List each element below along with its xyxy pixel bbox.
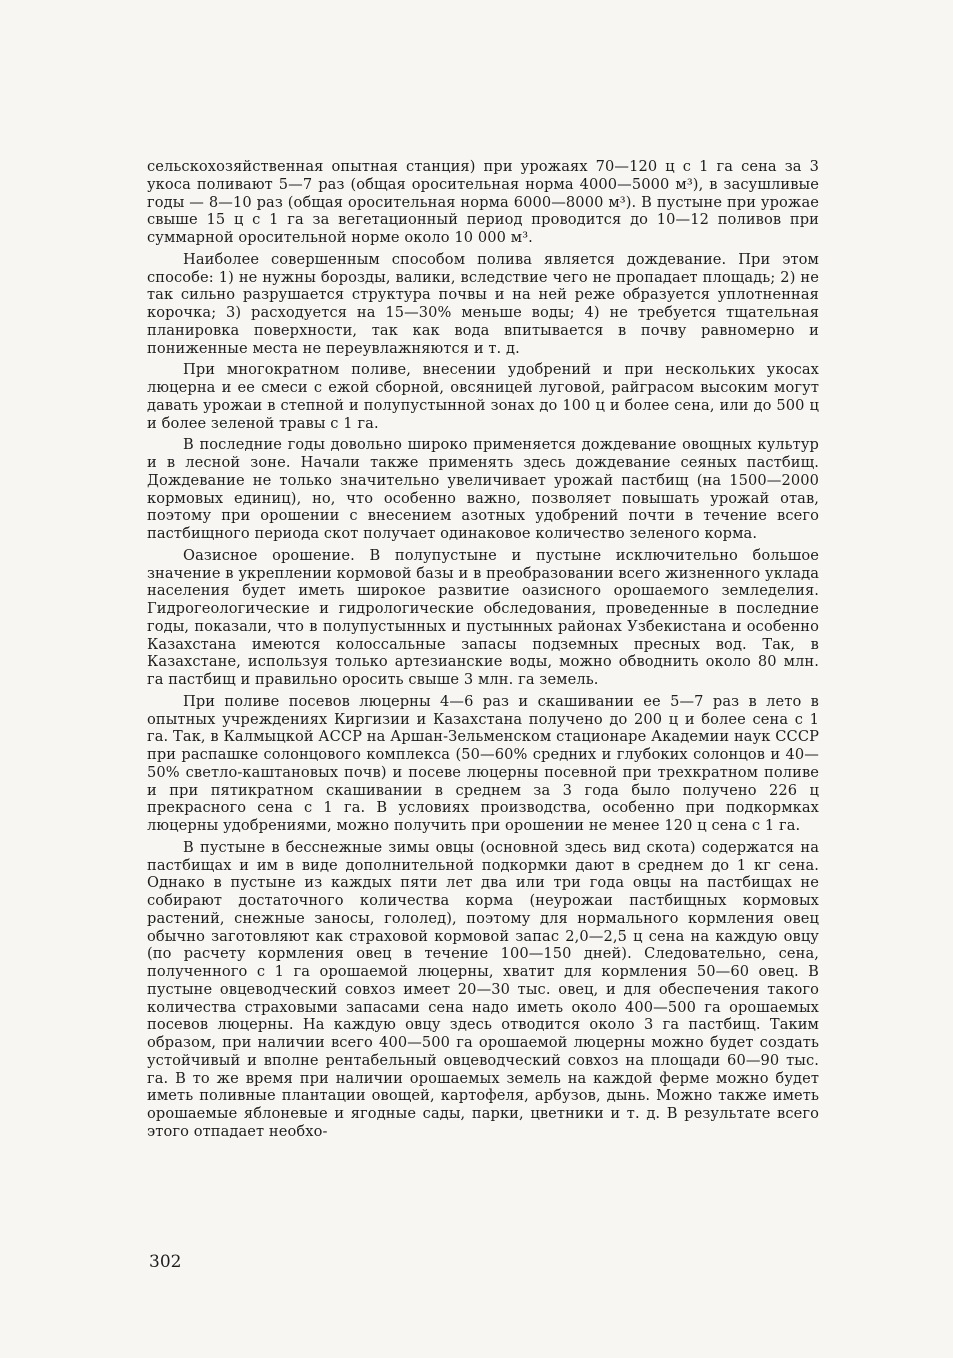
paragraph-6: При поливе посевов люцерны 4—6 раз и скашивании ее 5—7 раз в лето в опытных учреждениях Киргизии и Казахстана получено до 200 ц и более сена с 1 га. Так, в Калмыцкой АССР на Аршан-Зельменском стационаре Академии наук СССР при распашке солонцового комплекса (50—60% средних и глубоких солонцов и 40—50% светло-каштановых почв) и посеве люцерны посевной при трехкратном поливе и при пятикратном скашивании в среднем за 3 года было получено 226 ц прекрасного сена с 1 га. В условиях производства, особенно при подкормках люцерны удобрениями, можно получить при орошении не менее 120 ц сена с 1 га. (147, 692, 819, 834)
paragraph-2: Наиболее совершенным способом полива является дождевание. При этом способе: 1) не нужны борозды, валики, вследствие чего не пропадает площадь; 2) не так сильно разрушается структура почвы и на ней реже образуется уплотненная корочка; 3) расходуется на 15—30% меньше воды; 4) не требуется тщательная планировка поверхности, так как вода впитывается в почву равномерно и пониженные места не переувлажняются и т. д. (147, 250, 819, 357)
paragraph-1: сельскохозяйственная опытная станция) при урожаях 70—120 ц с 1 га сена за 3 укоса поливают 5—7 раз (общая оросительная норма 4000—5000 м³), в засушливые годы — 8—10 раз (общая оросительная норма 6000—8000 м³). В пустыне при урожае свыше 15 ц с 1 га за вегетационный период проводится до 10—12 поливов при суммарной оросительной норме около 10 000 м³. (147, 158, 819, 246)
paragraph-4: В последние годы довольно широко применяется дождевание овощных культур и в лесной зоне. Начали также применять здесь дождевание сеяных пастбищ. Дождевание не только значительно увеличивает урожай пастбищ (на 1500—2000 кормовых единиц), но, что особенно важно, позволяет повышать урожай отав, поэтому при орошении с внесением азотных удобрений почти в течение всего пастбищного периода скот получает одинаковое количество зеленого корма. (147, 436, 819, 542)
paragraph-7: В пустыне в бесснежные зимы овцы (основной здесь вид скота) содержатся на пастбищах и им в виде дополнительной подкормки дают в среднем до 1 кг сена. Однако в пустыне из каждых пяти лет два или три года овцы на пастбищах не собирают достаточного количества корма (неурожаи пастбищных кормовых растений, снежные заносы, гололед), поэтому для нормального кормления овец обычно заготовляют как страховой кормовой запас 2,0—2,5 ц сена на каждую овцу (по расчету кормления овец в течение 100—150 дней). Следовательно, сена, полученного с 1 га орошаемой люцерны, хватит для кормления 50—60 овец. В пустыне овцеводческий совхоз имеет 20—30 тыс. овец, и для обеспечения такого количества страховыми запасами сена надо иметь около 400—500 га орошаемых посевов люцерны. На каждую овцу здесь отводится около 3 га пастбищ. Таким образом, при наличии всего 400—500 га орошаемой люцерны можно будет создать устойчивый и вполне рентабельный овцеводческий совхоз на площади 60—90 тыс. га. В то же время при наличии орошаемых земель на каждой ферме можно будет иметь поливные плантации овощей, картофеля, арбузов, дынь. Можно также иметь орошаемые яблоневые и ягодные сады, парки, цветники и т. д. В результате всего этого отпадает необхо- (147, 838, 819, 1140)
body-text (147, 158, 819, 1145)
page-number: 302 (149, 1252, 182, 1272)
paragraph-5: Оазисное орошение. В полупустыне и пустыне исключительно большое значение в укреплении кормовой базы и в преобразовании всего жизненного уклада населения будет иметь широкое развитие оазисного орошаемого земледелия. Гидрогеологические и гидрологические обследования, проведенные в последние годы, показали, что в полупустынных и пустынных районах Узбекистана и особенно Казахстана имеются колоссальные запасы подземных пресных вод. Так, в Казахстане, используя только артезианские воды, можно обводнить около 80 млн. га пастбищ и правильно оросить свыше 3 млн. га земель. (147, 546, 819, 688)
paragraph-3: При многократном поливе, внесении удобрений и при нескольких укосах люцерна и ее смеси с ежой сборной, овсяницей луговой, райграсом высоким могут давать урожаи в степной и полупустынной зонах до 100 ц и более сена, или до 500 ц и более зеленой травы с 1 га. (147, 361, 819, 432)
